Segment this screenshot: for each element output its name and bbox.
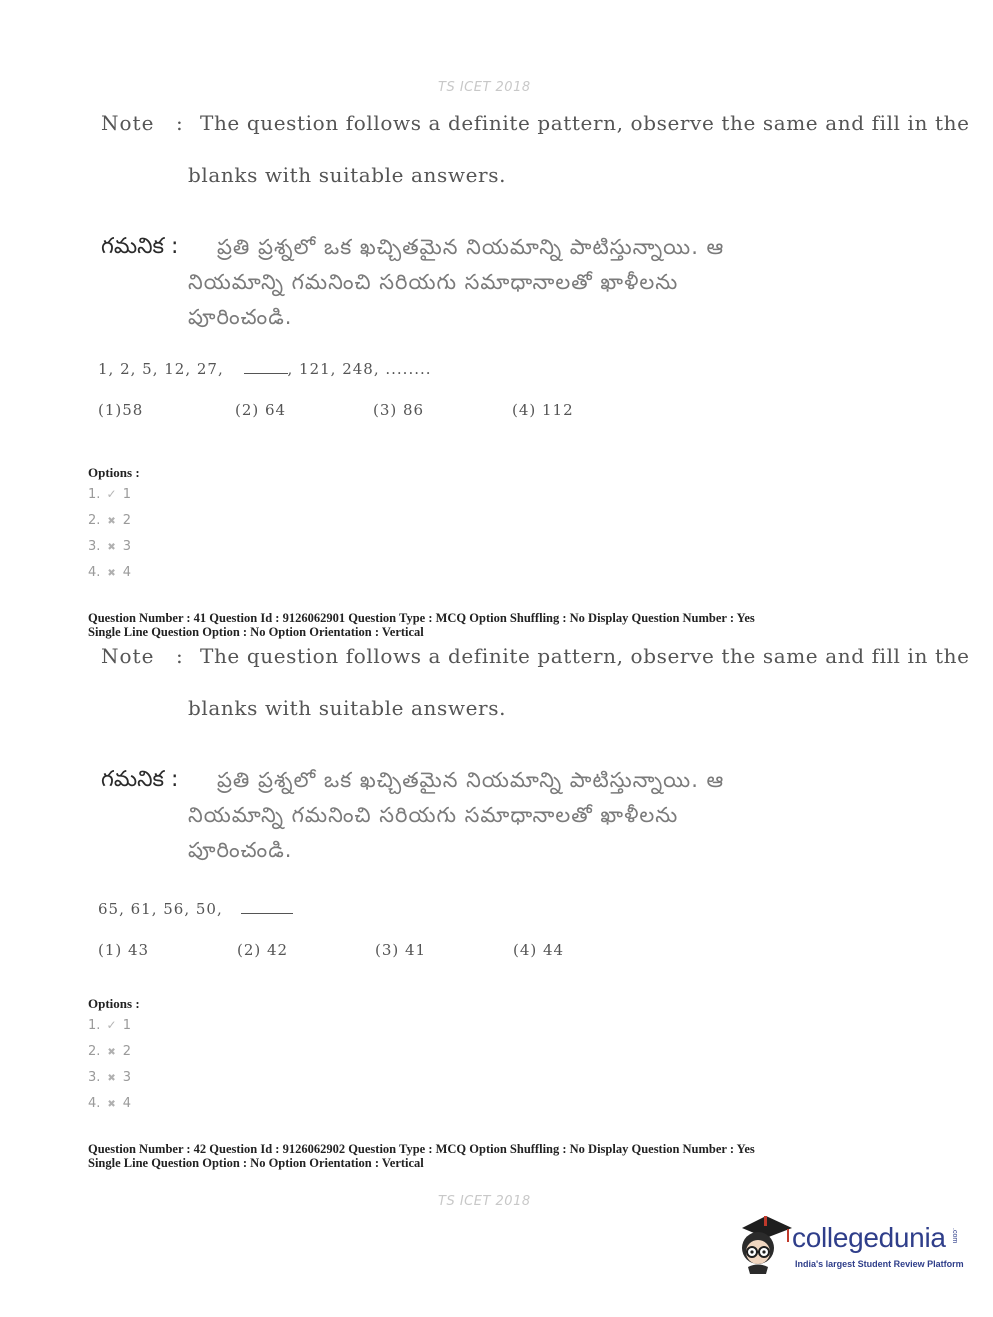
telugu-note-line2: నియమాన్ని గమనించి సరియగు సమాధానాలతో ఖాళీలను — [188, 270, 679, 294]
option-row — [88, 1096, 131, 1111]
note-colon: : — [176, 644, 184, 668]
answer-blank — [244, 359, 288, 374]
option-row — [88, 1044, 131, 1059]
option-value: 4 — [122, 565, 131, 580]
option-value: 1 — [122, 487, 131, 502]
number-series — [98, 899, 293, 918]
answer-blank — [241, 899, 293, 914]
logo-wordmark: collegedunia — [792, 1222, 946, 1253]
choice-2: (2) 42 — [237, 941, 289, 959]
choice-4: (4) 44 — [513, 941, 565, 959]
note-text-line1: The question follows a definite pattern, observe the same and fill in the — [200, 111, 970, 135]
note-text-line2: blanks with suitable answers. — [188, 163, 507, 187]
check-icon: ✓ — [106, 487, 117, 501]
choice-2: (2) 64 — [235, 401, 287, 419]
logo-tagline: India's largest Student Review Platform — [795, 1259, 964, 1269]
question-meta-line1: Question Number : 41 Question Id : 9126062901 Question Type : MCQ Option Shuffling : No Display Question Number : Yes — [88, 611, 755, 625]
choice-3: (3) 41 — [375, 941, 427, 959]
note-label: Note — [101, 111, 155, 135]
options-title: Options : — [88, 996, 140, 1011]
option-number: 2. — [88, 513, 101, 528]
footer-watermark: TS ICET 2018 — [438, 1194, 531, 1209]
option-row — [88, 1018, 131, 1033]
option-number: 3. — [88, 1070, 101, 1085]
option-row — [88, 539, 131, 554]
cross-icon: ✖ — [107, 1073, 116, 1084]
option-row — [88, 487, 131, 502]
option-value: 3 — [122, 539, 131, 554]
collegedunia-logo[interactable] — [734, 1212, 964, 1282]
choice-4: (4) 112 — [512, 401, 574, 419]
note-colon: : — [176, 111, 184, 135]
telugu-note-label: గమనిక : — [101, 767, 179, 792]
question-meta-line2: Single Line Question Option : No Option Orientation : Vertical — [88, 1156, 424, 1170]
series-after-blank: , 121, 248, ........ — [287, 360, 432, 378]
question-meta-line2: Single Line Question Option : No Option Orientation : Vertical — [88, 625, 424, 639]
note-label: Note — [101, 644, 155, 668]
check-icon: ✓ — [106, 1018, 117, 1032]
choice-3: (3) 86 — [373, 401, 425, 419]
option-value: 1 — [122, 1018, 131, 1033]
telugu-note-label: గమనిక : — [101, 234, 179, 259]
option-number: 3. — [88, 539, 101, 554]
cross-icon: ✖ — [107, 1047, 116, 1058]
telugu-note-line1: ప్రతి ప్రశ్నలో ఒక ఖచ్చితమైన నియమాన్ని పాటిస్తున్నాయి. ఆ — [217, 235, 725, 259]
choice-1: (1)58 — [98, 401, 144, 419]
option-value: 4 — [122, 1096, 131, 1111]
cross-icon: ✖ — [107, 542, 116, 553]
option-row — [88, 513, 131, 528]
series-before-blank: 65, 61, 56, 50, — [98, 900, 223, 918]
telugu-note-line3: పూరించండి. — [188, 305, 293, 329]
option-number: 4. — [88, 1096, 101, 1111]
options-title: Options : — [88, 465, 140, 480]
note-text-line2: blanks with suitable answers. — [188, 696, 507, 720]
cross-icon: ✖ — [107, 568, 116, 579]
choice-1: (1) 43 — [98, 941, 150, 959]
option-number: 1. — [88, 487, 101, 502]
cross-icon: ✖ — [107, 1099, 116, 1110]
number-series — [98, 359, 432, 378]
graduate-mascot-icon — [734, 1212, 794, 1278]
logo-domain-suffix: .com — [951, 1228, 958, 1244]
option-number: 1. — [88, 1018, 101, 1033]
telugu-note-line2: నియమాన్ని గమనించి సరియగు సమాధానాలతో ఖాళీలను — [188, 803, 679, 827]
series-before-blank: 1, 2, 5, 12, 27, — [98, 360, 224, 378]
question-meta-line1: Question Number : 42 Question Id : 9126062902 Question Type : MCQ Option Shuffling : No Display Question Number : Yes — [88, 1142, 755, 1156]
telugu-note-line3: పూరించండి. — [188, 838, 293, 862]
option-number: 2. — [88, 1044, 101, 1059]
option-row — [88, 565, 131, 580]
note-text-line1: The question follows a definite pattern, observe the same and fill in the — [200, 644, 970, 668]
option-number: 4. — [88, 565, 101, 580]
option-value: 2 — [122, 513, 131, 528]
telugu-note-line1: ప్రతి ప్రశ్నలో ఒక ఖచ్చితమైన నియమాన్ని పాటిస్తున్నాయి. ఆ — [217, 768, 725, 792]
header-watermark: TS ICET 2018 — [438, 80, 531, 95]
cross-icon: ✖ — [107, 516, 116, 527]
option-value: 2 — [122, 1044, 131, 1059]
option-row — [88, 1070, 131, 1085]
option-value: 3 — [122, 1070, 131, 1085]
